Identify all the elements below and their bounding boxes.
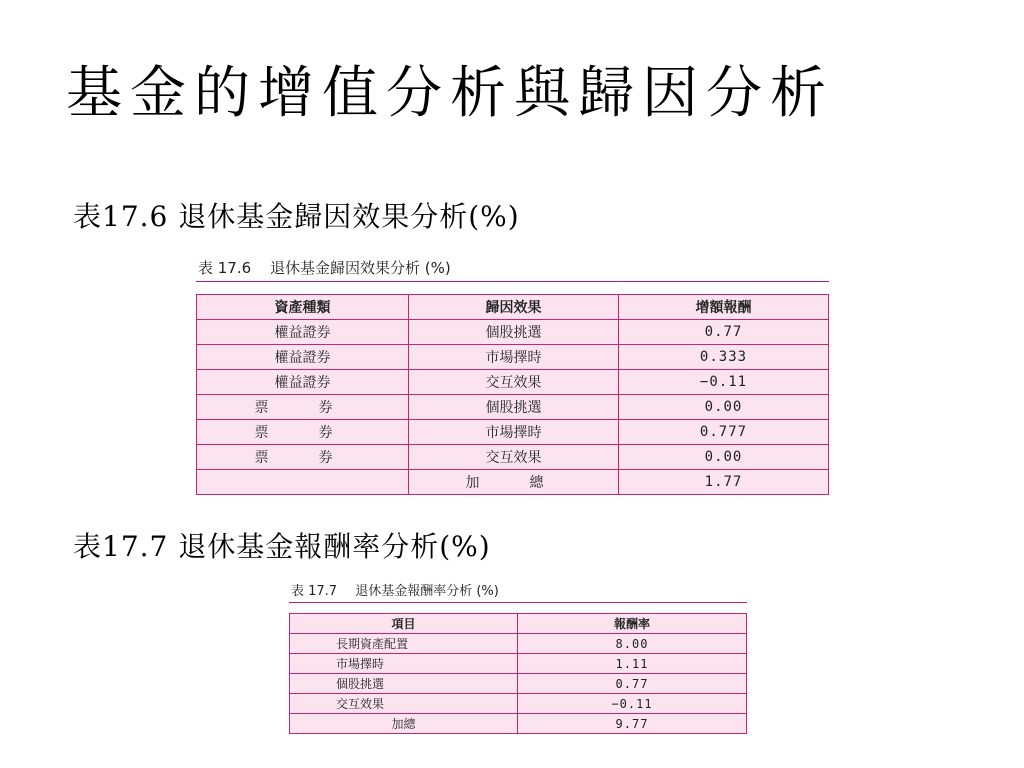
header-attribution-effect: 歸因效果 xyxy=(409,295,619,320)
cell-item: 長期資產配置 xyxy=(290,634,518,654)
header-item: 項目 xyxy=(290,614,518,634)
cell-effect: 市場擇時 xyxy=(409,420,619,445)
cell-rate: 0.77 xyxy=(518,674,747,694)
cell-item: 市場擇時 xyxy=(290,654,518,674)
cell-return: 0.77 xyxy=(619,320,829,345)
table-total-row xyxy=(290,714,747,734)
cell-rate: 1.11 xyxy=(518,654,747,674)
cell-effect: 個股挑選 xyxy=(409,395,619,420)
cell-asset: 票 券 xyxy=(197,395,409,420)
cell-item: 交互效果 xyxy=(290,694,518,714)
table-row xyxy=(290,654,747,674)
attribution-table xyxy=(196,294,829,495)
cell-asset xyxy=(197,470,409,495)
table-row xyxy=(197,395,829,420)
header-return-rate: 報酬率 xyxy=(518,614,747,634)
table-row xyxy=(197,370,829,395)
cell-asset: 權益證券 xyxy=(197,345,409,370)
cell-asset: 權益證券 xyxy=(197,370,409,395)
cell-effect: 交互效果 xyxy=(409,445,619,470)
table2-heading xyxy=(289,580,747,603)
table1-heading xyxy=(196,257,829,282)
cell-asset: 權益證券 xyxy=(197,320,409,345)
cell-asset: 票 券 xyxy=(197,445,409,470)
table-row xyxy=(197,420,829,445)
cell-return: −0.11 xyxy=(619,370,829,395)
cell-effect: 市場擇時 xyxy=(409,345,619,370)
table1-caption: 表17.6 退休基金歸因效果分析(%) xyxy=(73,200,520,233)
cell-rate: 8.00 xyxy=(518,634,747,654)
table2-caption: 表17.7 退休基金報酬率分析(%) xyxy=(73,530,491,563)
cell-effect: 交互效果 xyxy=(409,370,619,395)
table-row xyxy=(197,345,829,370)
cell-return: 0.333 xyxy=(619,345,829,370)
cell-effect: 個股挑選 xyxy=(409,320,619,345)
cell-total-label: 加總 xyxy=(290,714,518,734)
table-row xyxy=(290,694,747,714)
header-asset-type: 資產種類 xyxy=(197,295,409,320)
slide-title: 基金的增值分析與歸因分析 xyxy=(66,61,834,126)
table1-heading-text: 退休基金歸因效果分析 (%) xyxy=(269,259,451,277)
table1-container xyxy=(196,257,829,495)
table-row xyxy=(197,445,829,470)
cell-rate: −0.11 xyxy=(518,694,747,714)
cell-total-return: 1.77 xyxy=(619,470,829,495)
table-row xyxy=(197,320,829,345)
cell-asset: 票 券 xyxy=(197,420,409,445)
return-rate-table xyxy=(289,613,747,734)
cell-return: 0.777 xyxy=(619,420,829,445)
cell-item: 個股挑選 xyxy=(290,674,518,694)
table-header-row xyxy=(197,295,829,320)
cell-return: 0.00 xyxy=(619,395,829,420)
table-row xyxy=(290,634,747,654)
cell-total-label: 加 總 xyxy=(409,470,619,495)
table1-heading-number: 表 17.6 xyxy=(198,259,252,277)
table2-container xyxy=(289,580,747,734)
table2-heading-number: 表 17.7 xyxy=(291,584,338,599)
header-incremental-return: 增額報酬 xyxy=(619,295,829,320)
table2-heading-text: 退休基金報酬率分析 (%) xyxy=(355,584,499,599)
table-row xyxy=(290,674,747,694)
table-header-row xyxy=(290,614,747,634)
cell-return: 0.00 xyxy=(619,445,829,470)
cell-total-rate: 9.77 xyxy=(518,714,747,734)
table-total-row xyxy=(197,470,829,495)
